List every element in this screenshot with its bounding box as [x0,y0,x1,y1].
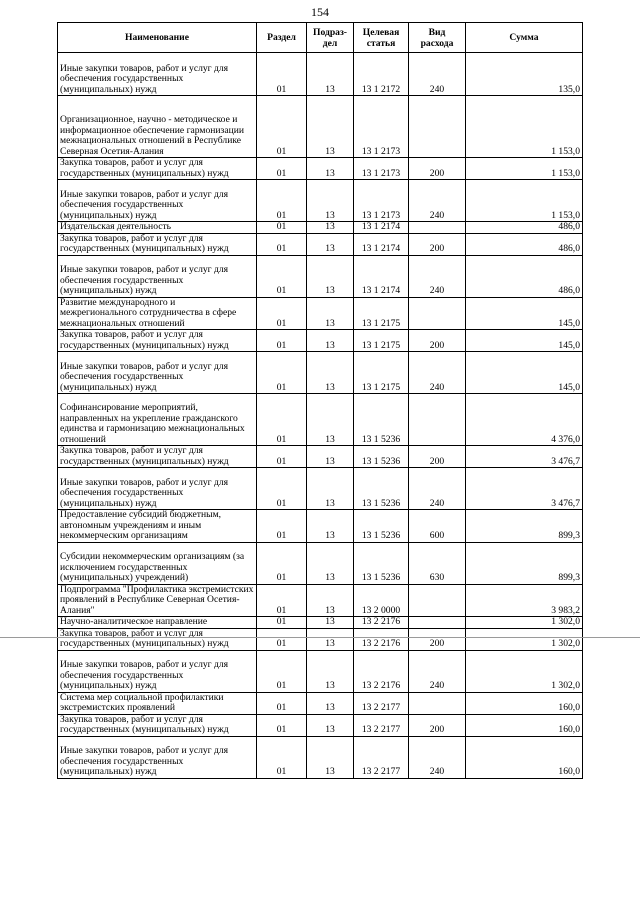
row-amount: 1 302,0 [466,617,583,629]
row-expense-type: 240 [409,53,466,96]
row-target: 13 1 2174 [354,255,409,297]
row-name: Подпрограмма "Профилактика экстремистских проявлений в Республике Северная Осетия-Алания" [58,584,257,617]
row-section: 01 [257,233,307,255]
header-section: Раздел [257,23,307,53]
row-target: 13 1 5236 [354,510,409,543]
table-row [58,233,583,255]
table-row [58,222,583,234]
page-number: 154 [311,5,329,19]
row-section: 01 [257,158,307,180]
row-expense-type: 200 [409,158,466,180]
row-section: 01 [257,468,307,510]
budget-table [57,22,583,779]
row-expense-type [409,297,466,330]
table-body [58,53,583,779]
row-subsection: 13 [307,330,354,352]
row-target: 13 1 2175 [354,352,409,394]
row-section: 01 [257,297,307,330]
table-row [58,53,583,96]
row-amount: 899,3 [466,510,583,543]
header-row [58,23,583,53]
row-section: 01 [257,446,307,468]
row-name: Закупка товаров, работ и услуг для государственных (муниципальных) нужд [58,158,257,180]
row-name: Иные закупки товаров, работ и услуг для обеспечения государственных (муниципальных) нужд [58,736,257,778]
row-amount: 899,3 [466,542,583,584]
row-subsection: 13 [307,542,354,584]
row-amount: 1 302,0 [466,650,583,692]
row-amount: 1 153,0 [466,96,583,158]
table-row [58,180,583,222]
row-expense-type: 200 [409,628,466,650]
row-name: Иные закупки товаров, работ и услуг для обеспечения государственных (муниципальных) нужд [58,255,257,297]
row-name: Иные закупки товаров, работ и услуг для обеспечения государственных (муниципальных) нужд [58,650,257,692]
row-subsection: 13 [307,446,354,468]
table-row [58,714,583,736]
row-section: 01 [257,510,307,543]
row-name: Закупка товаров, работ и услуг для государственных (муниципальных) нужд [58,446,257,468]
row-name: Закупка товаров, работ и услуг для государственных (муниципальных) нужд [58,330,257,352]
row-section: 01 [257,692,307,714]
row-amount: 4 376,0 [466,394,583,446]
row-subsection: 13 [307,255,354,297]
row-target: 13 2 2177 [354,736,409,778]
row-subsection: 13 [307,692,354,714]
row-name: Иные закупки товаров, работ и услуг для обеспечения государственных (муниципальных) нужд [58,53,257,96]
row-section: 01 [257,53,307,96]
row-expense-type [409,692,466,714]
row-target: 13 1 2173 [354,158,409,180]
row-name: Организационное, научно - методическое и информационное обеспечение гармонизации межнациональных отношений в Республике Северная Осетия-Алания [58,96,257,158]
row-name: Софинансирование мероприятий, направленных на укрепление гражданского единства и гармонизацию межнациональных отношений [58,394,257,446]
table-row [58,446,583,468]
table-row [58,158,583,180]
row-amount: 145,0 [466,330,583,352]
row-expense-type: 200 [409,714,466,736]
row-expense-type: 200 [409,330,466,352]
table-row [58,96,583,158]
table-header [58,23,583,53]
header-expense-type: Вид расхода [409,23,466,53]
row-section: 01 [257,714,307,736]
table-row [58,468,583,510]
row-target: 13 1 2175 [354,297,409,330]
row-target: 13 1 2174 [354,222,409,234]
row-subsection: 13 [307,510,354,543]
table-row [58,628,583,650]
row-section: 01 [257,180,307,222]
row-target: 13 1 2173 [354,180,409,222]
row-subsection: 13 [307,617,354,629]
row-name: Иные закупки товаров, работ и услуг для обеспечения государственных (муниципальных) нужд [58,352,257,394]
row-expense-type: 630 [409,542,466,584]
row-amount: 145,0 [466,352,583,394]
row-amount: 3 983,2 [466,584,583,617]
row-section: 01 [257,352,307,394]
row-amount: 486,0 [466,222,583,234]
row-section: 01 [257,96,307,158]
row-target: 13 1 2174 [354,233,409,255]
row-expense-type: 240 [409,468,466,510]
row-name: Развитие международного и межрегионального сотрудничества в сфере межнациональных отношений [58,297,257,330]
row-target: 13 2 2177 [354,692,409,714]
row-expense-type [409,222,466,234]
row-expense-type [409,96,466,158]
row-section: 01 [257,628,307,650]
row-name: Закупка товаров, работ и услуг для государственных (муниципальных) нужд [58,714,257,736]
row-name: Иные закупки товаров, работ и услуг для обеспечения государственных (муниципальных) нужд [58,180,257,222]
header-name: Наименование [58,23,257,53]
table-row [58,394,583,446]
row-expense-type: 240 [409,180,466,222]
row-subsection: 13 [307,180,354,222]
row-amount: 1 153,0 [466,180,583,222]
row-subsection: 13 [307,352,354,394]
row-target: 13 1 5236 [354,446,409,468]
row-expense-type: 240 [409,255,466,297]
row-section: 01 [257,650,307,692]
row-target: 13 1 5236 [354,468,409,510]
table-row [58,617,583,629]
row-section: 01 [257,394,307,446]
row-amount: 3 476,7 [466,446,583,468]
row-expense-type: 240 [409,352,466,394]
row-target: 13 2 2177 [354,714,409,736]
table-row [58,352,583,394]
row-name: Предоставление субсидий бюджетным, автономным учреждениям и иным некоммерческим организациям [58,510,257,543]
row-amount: 160,0 [466,692,583,714]
row-target: 13 2 2176 [354,628,409,650]
table-row [58,584,583,617]
row-subsection: 13 [307,714,354,736]
row-amount: 160,0 [466,736,583,778]
row-subsection: 13 [307,96,354,158]
row-expense-type: 240 [409,736,466,778]
table-row [58,510,583,543]
header-subsection: Подраз-дел [307,23,354,53]
row-target: 13 1 5236 [354,394,409,446]
header-amount: Сумма [466,23,583,53]
table-row [58,692,583,714]
row-amount: 145,0 [466,297,583,330]
row-section: 01 [257,222,307,234]
table-row [58,736,583,778]
table-row [58,297,583,330]
row-target: 13 1 5236 [354,542,409,584]
row-target: 13 1 2172 [354,53,409,96]
row-amount: 160,0 [466,714,583,736]
table-row [58,330,583,352]
table-row [58,650,583,692]
row-expense-type: 240 [409,650,466,692]
row-name: Закупка товаров, работ и услуг для государственных (муниципальных) нужд [58,233,257,255]
row-subsection: 13 [307,158,354,180]
row-target: 13 1 2173 [354,96,409,158]
header-target: Целевая статья [354,23,409,53]
row-subsection: 13 [307,628,354,650]
row-amount: 135,0 [466,53,583,96]
row-target: 13 1 2175 [354,330,409,352]
row-expense-type: 200 [409,446,466,468]
row-name: Субсидии некоммерческим организациям (за исключением государственных (муниципальных) учреждений) [58,542,257,584]
row-subsection: 13 [307,584,354,617]
row-amount: 486,0 [466,255,583,297]
row-name: Система мер социальной профилактики экстремистских проявлений [58,692,257,714]
row-subsection: 13 [307,297,354,330]
row-section: 01 [257,255,307,297]
page-divider [0,637,640,638]
row-subsection: 13 [307,468,354,510]
table-row [58,542,583,584]
row-target: 13 2 0000 [354,584,409,617]
row-section: 01 [257,736,307,778]
row-subsection: 13 [307,222,354,234]
row-expense-type: 200 [409,233,466,255]
table-row [58,255,583,297]
row-expense-type [409,584,466,617]
row-subsection: 13 [307,233,354,255]
row-name: Закупка товаров, работ и услуг для государственных (муниципальных) нужд [58,628,257,650]
row-subsection: 13 [307,650,354,692]
row-expense-type: 600 [409,510,466,543]
row-expense-type [409,617,466,629]
row-amount: 1 302,0 [466,628,583,650]
row-expense-type [409,394,466,446]
row-section: 01 [257,542,307,584]
row-section: 01 [257,617,307,629]
row-amount: 3 476,7 [466,468,583,510]
row-name: Иные закупки товаров, работ и услуг для обеспечения государственных (муниципальных) нужд [58,468,257,510]
row-subsection: 13 [307,53,354,96]
row-subsection: 13 [307,394,354,446]
row-target: 13 2 2176 [354,617,409,629]
row-subsection: 13 [307,736,354,778]
row-name: Издательская деятельность [58,222,257,234]
row-amount: 1 153,0 [466,158,583,180]
row-target: 13 2 2176 [354,650,409,692]
row-name: Научно-аналитическое направление [58,617,257,629]
row-amount: 486,0 [466,233,583,255]
row-section: 01 [257,330,307,352]
row-section: 01 [257,584,307,617]
